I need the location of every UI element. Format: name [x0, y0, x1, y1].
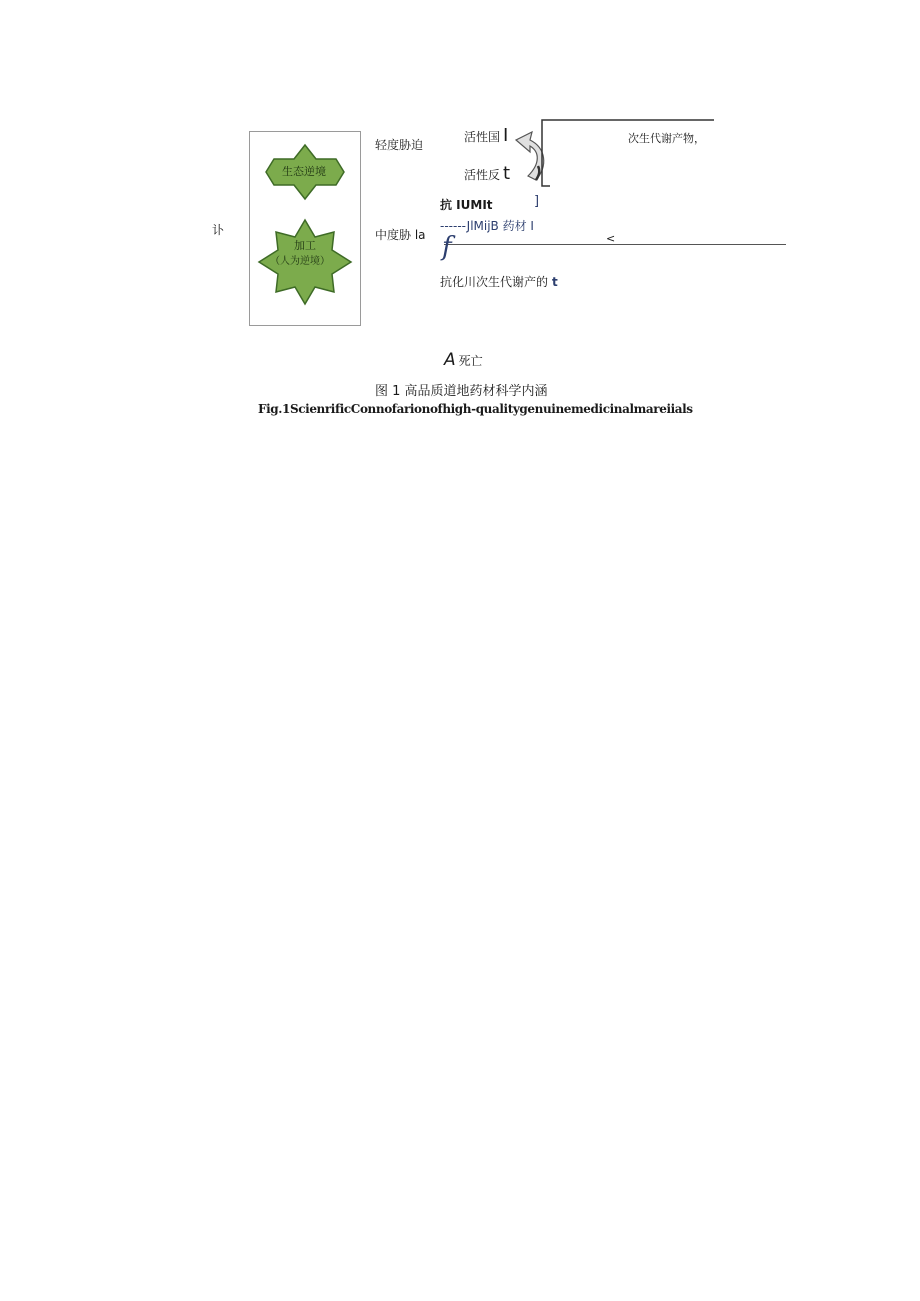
figure-caption-english: Fig.1ScienrificConnofarionofhigh-qualitygenuinemedicinalmareiials — [258, 402, 693, 416]
top-star-text: 生态逆境 — [282, 165, 326, 178]
stars-graphic — [250, 132, 360, 325]
bottom-star-text-line1: 加工 — [294, 239, 316, 252]
stress-box — [249, 131, 361, 326]
figure-caption-chinese: 图 1 高品质道地药材科学内涵 — [375, 384, 548, 399]
moderate-stress-label: 中度胁 la — [375, 228, 426, 242]
activity-up-label: 活性国 I — [464, 125, 509, 146]
secondary-metabolite-anti-label: 抗化川次生代谢产的 t — [440, 275, 558, 289]
medicinal-material-line: ------JlMijB 药材 I — [440, 219, 534, 233]
activity-down-label: 活性反 t — [464, 163, 511, 184]
anti-bracket: ] — [534, 194, 540, 209]
bracket-line — [538, 117, 718, 189]
arrow-mark: < — [606, 232, 616, 245]
mild-stress-label: 轻度胁迫 — [375, 138, 424, 152]
left-label: 讣 — [212, 223, 225, 237]
f-mark: f — [442, 232, 452, 262]
death-label: A 死亡 — [444, 350, 483, 370]
anti-label: 抗 IUMIt — [440, 198, 493, 212]
bottom-star-text-line2: （人为逆境） — [270, 256, 330, 267]
secondary-metabolite-label: 次生代谢产物， — [628, 132, 705, 145]
